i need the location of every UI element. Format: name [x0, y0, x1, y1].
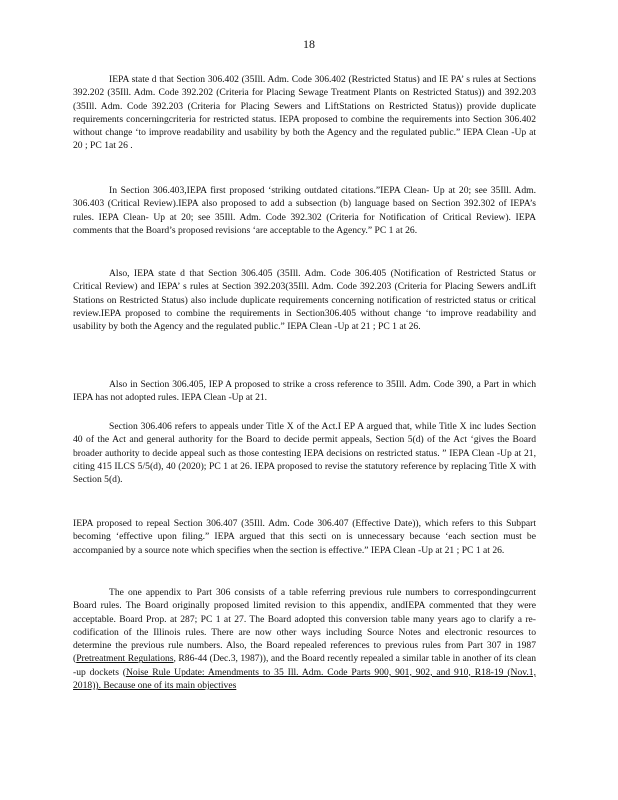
page-number: 18 — [303, 37, 315, 51]
appendix-text-middle: , R86-44 (Dec.3, 1987)), and the Board recently repealed a similar table in another of its clean -up dockets ( — [73, 653, 536, 678]
paragraph-306-406: Section 306.406 refers to appeals under Title X of the Act.I EP A argued that, while Title X inc ludes Section 40 of the Act and general authority for the Board to decide permit appeals, Section 5(d) of the Act ‘gives the Board broader authority to decide appeal such as those contesting IEPA decisions on restricted status. ” IEPA Clean -Up at 21, citing 415 ILCS 5/5(d), 40 (2020); PC 1 at 26. IEPA proposed to revise the statutory reference by replacing Title X with Section 5(d). — [73, 421, 536, 486]
noise-rule-update-citation: Noise Rule Update: Amendments to 35 Ill. Adm. Code Parts 900, 901, 902, and 910, — [125, 666, 471, 678]
paragraph-306-405-notification: Also, IEPA state d that Section 306.405 (35Ill. Adm. Code 306.405 (Notification of Restricted Status or Critical Review) and IEPA’ s rules at Section 392.203(35Ill. Adm. Code 392.203 (Criteria for Placing Sewers andLift Stations on Restricted Status) also include duplicate requirements concerning notification of restricted status or critical review.IEPA proposed to combine the requirements in Section306.405 without change ‘to improve readability and usability by both the Agency and the regulated public.” IEPA Clean -Up at 21 ; PC 1 at 26. — [73, 268, 536, 333]
appendix-text-start: The one appendix to Part 306 consists of a table referring previous rule numbers to correspondingcurrent Board rules. The Board originally proposed limited revision to this appendix, andIEPA commented that they were acceptable. Board Prop. at 287; PC 1 at 27. The Board adopted this conversion table many years ago to clarify a re-codification of the Illinois rules. There are now other ways including Source Notes and electronic resources to determine the previous rule numbers. Also, the Board repealed references to previous rules from Part 307 in 1987 ( — [73, 587, 536, 665]
paragraph-306-407: IEPA proposed to repeal Section 306.407 (35Ill. Adm. Code 306.407 (Effective Date)), which refers to this Subpart becoming ‘effective upon filing.” IEPA argued that this secti on is unnecessary because ‘each section must be accompanied by a source note which specifies when the section is effective.” IEPA Clean -Up at 21 ; PC 1 at 26. — [73, 518, 536, 556]
paragraph-appendix — [73, 586, 536, 692]
paragraph-306-403: In Section 306.403,IEPA first proposed ‘striking outdated citations.”IEPA Clean- Up at 20; see 35Ill. Adm. 306.403 (Critical Review).IEPA also proposed to add a subsection (b) language based on Section 392.302 of IEPA’s rules. IEPA Clean- Up at 20; see 35Ill. Adm. Code 392.302 (Criteria for Notification of Critical Review). IEPA comments that the Board’s proposed revisions ‘are acceptable to the Agency.” PC 1 at 26. — [73, 185, 536, 236]
pretreatment-regulations-citation: Pretreatment Regulations — [76, 653, 174, 665]
appendix-text-end: R18-19 (Nov.1, 2018)). Because one of its main objectives — [73, 666, 537, 692]
paragraph-306-402: IEPA state d that Section 306.402 (35Ill. Adm. Code 306.402 (Restricted Status) and IE PA’ s rules at Sections 392.202 (35Ill. Adm. Code 392.202 (Criteria for Placing Sewage Treatment Plants on Restricted Status)) and 392.203 (35Ill. Adm. Code 392.203 (Criteria for Placing Sewers and LiftStations on Restricted Status)) provide duplicate requirements concerningcriteria for restricted status. IEPA proposed to combine the requirements into Section 306.402 without change ‘to improve readability and usability by both the Agency and the regulated public.” IEPA Clean -Up at 20 ; PC 1at 26 . — [73, 74, 536, 152]
paragraph-306-405-cross-reference: Also in Section 306.405, IEP A proposed to strike a cross reference to 35Ill. Adm. Code 390, a Part in which IEPA has not adopted rules. IEPA Clean -Up at 21. — [73, 379, 536, 404]
